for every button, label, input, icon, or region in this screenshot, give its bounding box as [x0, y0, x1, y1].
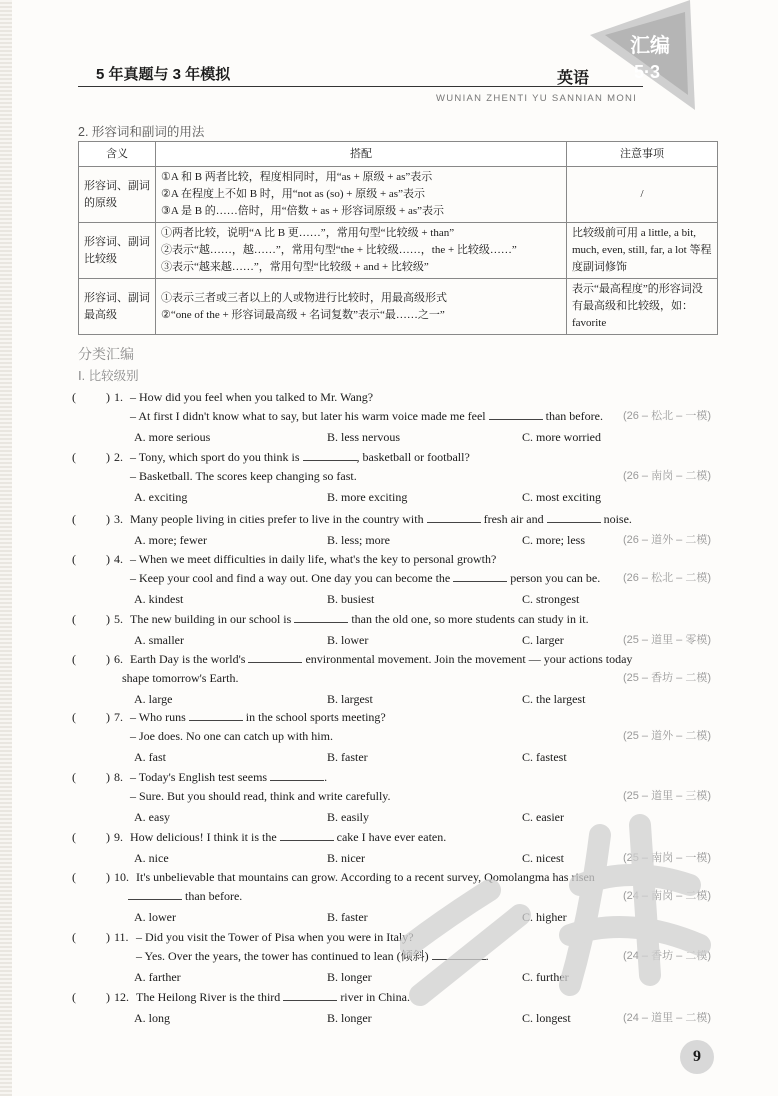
row-notes: /: [567, 167, 718, 223]
table-row: [79, 223, 718, 279]
answer-paren-open[interactable]: (: [72, 710, 76, 724]
question-number: 6.: [114, 652, 123, 666]
subcategory-title: Ⅰ. 比较级别: [78, 369, 139, 383]
answer-blank[interactable]: [547, 511, 601, 523]
answer-paren-open[interactable]: (: [72, 652, 76, 666]
answer-paren-close: ): [106, 710, 110, 724]
option-c[interactable]: C. easier: [522, 810, 564, 824]
row-collocations: [156, 223, 567, 279]
option-b[interactable]: B. busiest: [327, 592, 375, 606]
answer-blank[interactable]: [270, 769, 324, 781]
category-title: 分类汇编: [78, 346, 134, 362]
question-number: 8.: [114, 770, 123, 784]
answer-paren-open[interactable]: (: [72, 390, 76, 404]
option-a[interactable]: A. easy: [134, 810, 170, 824]
option-c[interactable]: C. more worried: [522, 430, 601, 444]
row-collocations: [156, 279, 567, 335]
answer-paren-open[interactable]: (: [72, 990, 76, 1004]
question-line: It's unbelievable that mountains can grow. According to a recent survey, Qomolangma has risen: [136, 870, 595, 884]
question-number: 12.: [114, 990, 129, 1004]
question-line: How delicious! I think it is the cake I have ever eaten.: [130, 830, 447, 844]
table-header-row: [79, 142, 718, 167]
header-notes: 注意事项: [567, 142, 718, 167]
question-line: – Basketball. The scores keep changing so fast.: [130, 469, 357, 483]
collocation-line: ①两者比较，说明“A 比 B 更……”，常用句型“比较级 + than”: [161, 227, 455, 239]
question-stem: [130, 610, 725, 629]
question-line: – Keep your cool and find a way out. One day you can become the person you can be.: [130, 571, 601, 585]
question-source: (26 – 松北 – 二模): [622, 572, 711, 584]
row-meaning: 形容词、副词最高级: [79, 279, 156, 335]
brand-logo: [590, 0, 700, 110]
collocation-line: ③表示“越来越……”，常用句型“比较级 + and + 比较级”: [161, 261, 429, 273]
option-c[interactable]: C. strongest: [522, 592, 580, 606]
collocation-line: ②“one of the + 形容词最高级 + 名词复数”表示“最……之一”: [161, 308, 445, 321]
option-b[interactable]: B. easily: [327, 810, 369, 824]
option-a[interactable]: A. exciting: [134, 490, 188, 504]
question-line: – Yes. Over the years, the tower has continued to lean (倾斜) .: [136, 949, 489, 963]
table-row: [79, 167, 718, 223]
question-number: 10.: [114, 870, 129, 884]
question-source: (25 – 道里 – 零模): [622, 634, 711, 646]
question-source: (25 – 道里 – 三模): [622, 790, 711, 802]
answer-blank[interactable]: [128, 888, 182, 900]
option-a[interactable]: A. fast: [134, 750, 166, 764]
answer-paren-open[interactable]: (: [72, 612, 76, 626]
answer-paren-open[interactable]: (: [72, 870, 76, 884]
answer-paren-close: ): [106, 930, 110, 944]
usage-table: [78, 141, 718, 335]
option-c[interactable]: C. the largest: [522, 692, 586, 706]
row-notes: 表示“最高程度”的形容词没有最高级和比较级，如：favorite: [567, 279, 718, 335]
option-b[interactable]: B. more exciting: [327, 490, 408, 504]
question-line: – Who runs in the school sports meeting?: [130, 710, 386, 724]
answer-blank[interactable]: [189, 709, 243, 721]
table-row: [79, 279, 718, 335]
option-b[interactable]: B. faster: [327, 750, 368, 764]
option-c[interactable]: C. most exciting: [522, 490, 601, 504]
option-b[interactable]: B. faster: [327, 910, 368, 924]
question-line: – How did you feel when you talked to Mr. Wang?: [130, 390, 374, 404]
answer-paren-close: ): [106, 512, 110, 526]
question-source: (26 – 南岗 – 二模): [622, 470, 711, 482]
question-source: (25 – 香坊 – 二模): [622, 672, 711, 684]
question-line: – Today's English test seems .: [130, 770, 328, 784]
section-title: 2. 形容词和副词的用法: [78, 125, 205, 139]
answer-paren-open[interactable]: (: [72, 830, 76, 844]
watermark-logo: [400, 795, 720, 1025]
option-b[interactable]: B. largest: [327, 692, 373, 706]
option-b[interactable]: B. nicer: [327, 851, 365, 865]
question-line: – At first I didn't know what to say, but later his warm voice made me feel than before.: [130, 409, 603, 423]
answer-paren-close: ): [106, 830, 110, 844]
option-c[interactable]: C. larger: [522, 633, 564, 647]
question-number: 9.: [114, 830, 123, 844]
question-source: (24 – 道里 – 二模): [622, 1012, 711, 1024]
answer-paren-close: ): [106, 652, 110, 666]
question-line: than before.: [128, 887, 731, 906]
question-line: The Heilong River is the third river in China.: [136, 990, 410, 1004]
question-line: Many people living in cities prefer to live in the country with fresh air and noise.: [130, 512, 632, 526]
logo-sub: 5·3: [634, 62, 661, 82]
answer-paren-close: ): [106, 870, 110, 884]
question-number: 3.: [114, 512, 123, 526]
answer-blank[interactable]: [280, 829, 334, 841]
option-a[interactable]: A. more; fewer: [134, 533, 207, 547]
answer-blank[interactable]: [453, 570, 507, 582]
answer-paren-open[interactable]: (: [72, 930, 76, 944]
answer-paren-close: ): [106, 390, 110, 404]
option-c[interactable]: C. higher: [522, 910, 567, 924]
option-c[interactable]: C. fastest: [522, 750, 567, 764]
question-source: (25 – 南岗 – 一模): [622, 852, 711, 864]
row-meaning: 形容词、副词比较级: [79, 223, 156, 279]
question-line: The new building in our school is than the old one, so more students can study in it.: [130, 612, 589, 626]
option-a[interactable]: A. farther: [134, 970, 181, 984]
question-number: 1.: [114, 390, 123, 404]
question-number: 7.: [114, 710, 123, 724]
collocation-line: ②表示“越……，越……”，常用句型“the + 比较级……，the + 比较级……”: [161, 244, 517, 256]
answer-paren-open[interactable]: (: [72, 512, 76, 526]
answer-paren-open[interactable]: (: [72, 770, 76, 784]
answer-paren-close: ): [106, 450, 110, 464]
option-b[interactable]: B. longer: [327, 1011, 372, 1025]
question-line: – When we meet difficulties in daily life, what's the key to personal growth?: [130, 552, 497, 566]
answer-paren-close: ): [106, 612, 110, 626]
answer-blank[interactable]: [248, 651, 302, 663]
logo-text: 汇编: [630, 35, 670, 57]
question-source: (25 – 道外 – 二模): [622, 730, 711, 742]
option-a[interactable]: A. lower: [134, 910, 176, 924]
option-a[interactable]: A. large: [134, 692, 173, 706]
collocation-line: ①A 和 B 两者比较，程度相同时，用“as + 原级 + as”表示: [161, 171, 433, 183]
question-stem: [130, 510, 725, 529]
option-c[interactable]: C. further: [522, 970, 569, 984]
option-a[interactable]: A. nice: [134, 851, 169, 865]
question-line: – Sure. But you should read, think and write carefully.: [130, 789, 391, 803]
question-line: – Joe does. No one can catch up with him.: [130, 729, 333, 743]
question-line: shape tomorrow's Earth.: [122, 671, 239, 685]
book-pinyin: WUNIAN ZHENTI YU SANNIAN MONI: [436, 93, 638, 104]
option-b[interactable]: B. less nervous: [327, 430, 400, 444]
binding-gutter: [0, 0, 12, 1096]
answer-blank[interactable]: [294, 611, 348, 623]
subject-label: 英语: [556, 70, 589, 87]
question-source: (26 – 松北 – 一模): [622, 410, 711, 422]
question-line: Earth Day is the world's environmental movement. Join the movement — your actions today: [130, 652, 633, 666]
question-line: – Tony, which sport do you think is , basketball or football?: [130, 450, 470, 464]
question-number: 2.: [114, 450, 123, 464]
question-number: 4.: [114, 552, 123, 566]
answer-paren-close: ): [106, 990, 110, 1004]
question-number: 5.: [114, 612, 123, 626]
question-line: – Did you visit the Tower of Pisa when you were in Italy?: [136, 930, 414, 944]
answer-blank[interactable]: [427, 511, 481, 523]
answer-paren-open[interactable]: (: [72, 450, 76, 464]
page-number: 9: [680, 1040, 714, 1074]
collocation-line: ③A 是 B 的……倍时，用“倍数 + as + 形容词原级 + as”表示: [161, 205, 444, 217]
option-c[interactable]: C. more; less: [522, 533, 585, 547]
answer-paren-open[interactable]: (: [72, 552, 76, 566]
option-a[interactable]: A. smaller: [134, 633, 184, 647]
answer-paren-close: ): [106, 770, 110, 784]
answer-blank[interactable]: [489, 408, 543, 420]
page-header: [78, 60, 643, 87]
row-notes: 比较级前可用 a little, a bit, much, even, still, far, a lot 等程度副词修饰: [567, 223, 718, 279]
book-title: 5 年真题与 3 年模拟: [96, 66, 231, 83]
answer-blank[interactable]: [303, 449, 357, 461]
option-b[interactable]: B. less; more: [327, 533, 390, 547]
option-a[interactable]: A. more serious: [134, 430, 211, 444]
row-meaning: 形容词、副词的原级: [79, 167, 156, 223]
option-b[interactable]: B. lower: [327, 633, 369, 647]
question-number: 11.: [114, 930, 129, 944]
question-source: (26 – 道外 – 二模): [622, 534, 711, 546]
header-collocation: 搭配: [156, 142, 567, 167]
question-source: (24 – 香坊 – 二模): [622, 950, 711, 962]
header-meaning: 含义: [79, 142, 156, 167]
option-c[interactable]: C. longest: [522, 1011, 571, 1025]
option-a[interactable]: A. long: [134, 1011, 170, 1025]
option-c[interactable]: C. nicest: [522, 851, 564, 865]
option-a[interactable]: A. kindest: [134, 592, 184, 606]
collocation-line: ②A 在程度上不如 B 时，用“not as (so) + 原级 + as”表示: [161, 188, 425, 200]
row-collocations: [156, 167, 567, 223]
answer-blank[interactable]: [283, 989, 337, 1001]
option-b[interactable]: B. longer: [327, 970, 372, 984]
collocation-line: ①表示三者或三者以上的人或物进行比较时，用最高级形式: [161, 291, 447, 304]
answer-paren-close: ): [106, 552, 110, 566]
question-source: (24 – 南岗 – 二模): [622, 890, 711, 902]
